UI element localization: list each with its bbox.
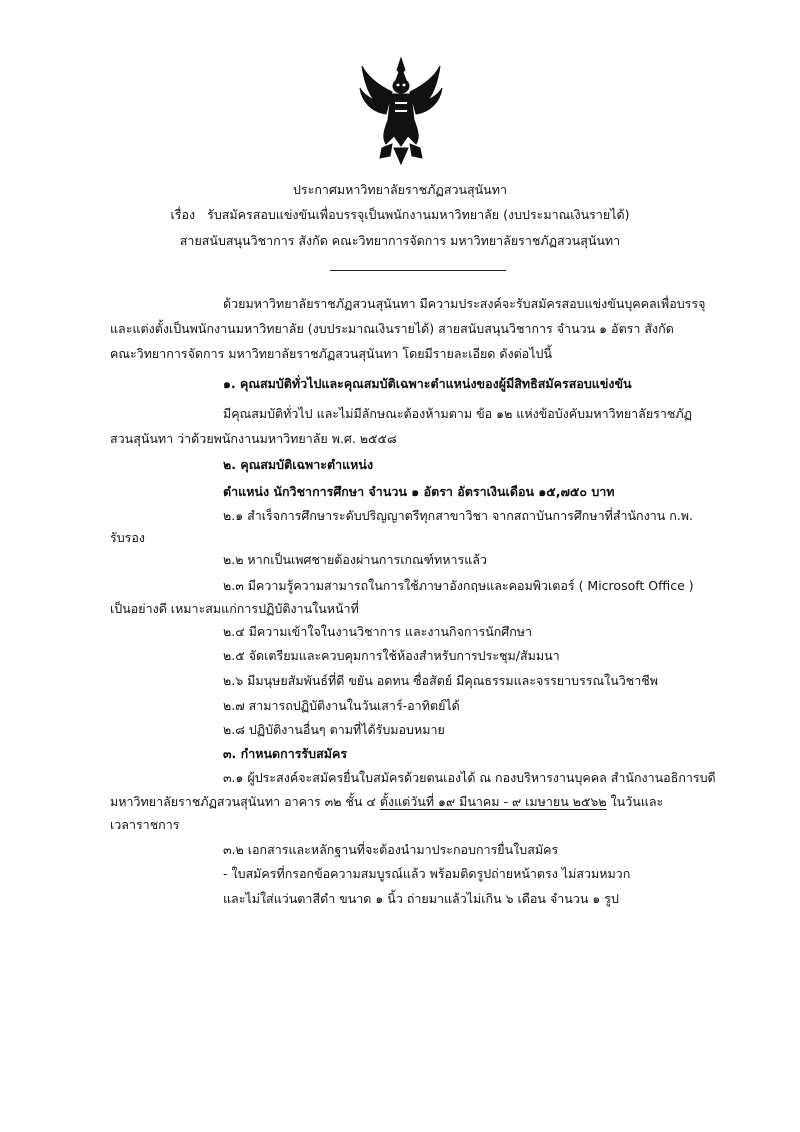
document-item-1: - ใบสมัครที่กรอกข้อความสมบูรณ์แล้ว พร้อมติดรูปถ่ายหน้าตรง ไม่สวมหมวก [223, 866, 631, 881]
garuda-emblem-icon [358, 56, 444, 166]
header-divider [330, 270, 506, 271]
item-2-4: ๒.๔ มีความเข้าใจในงานวิชาการ และงานกิจการนักศึกษา [223, 624, 533, 639]
intro-line-1: ด้วยมหาวิทยาลัยราชภัฏสวนสุนันทา มีความประสงค์จะรับสมัครสอบแข่งขันบุคคลเพื่อบรรจุ [223, 296, 706, 311]
subtitle: สายสนับสนุนวิชาการ สังกัด คณะวิทยาการจัดการ มหาวิทยาลัยราชภัฏสวนสุนันทา [179, 233, 621, 248]
section-2-heading: ๒. คุณสมบัติเฉพาะตำแหน่ง [223, 457, 374, 472]
item-2-5: ๒.๕ จัดเตรียมและควบคุมการใช้ห้องสำหรับการประชุม/สัมมนา [223, 648, 560, 663]
intro-line-3: คณะวิทยาการจัดการ มหาวิทยาลัยราชภัฏสวนสุนันทา โดยมีรายละเอียด ดังต่อไปนี้ [110, 346, 553, 361]
item-2-7: ๒.๗ สามารถปฏิบัติงานในวันเสาร์-อาทิตย์ได้ [223, 698, 460, 713]
item-2-2: ๒.๒ หากเป็นเพศชายต้องผ่านการเกณฑ์ทหารแล้ว [223, 552, 487, 567]
item-2-3: ๒.๓ มีความรู้ความสามารถในการใช้ภาษาอังกฤษและคอมพิวเตอร์ ( Microsoft Office ) [223, 578, 694, 593]
section-1-heading: ๑. คุณสมบัติทั่วไปและคุณสมบัติเฉพาะตำแหน่งของผู้มีสิทธิสมัครสอบแข่งขัน [223, 376, 632, 391]
application-dates: ตั้งแต่วันที่ ๑๙ มีนาคม - ๙ เมษายน ๒๕๖๒ [379, 794, 607, 809]
item-3-1-cont [110, 792, 663, 812]
item-3-1-end: เวลาราชการ [110, 817, 180, 832]
item-2-6: ๒.๖ มีมนุษยสัมพันธ์ที่ดี ขยัน อดทน ซื่อสัตย์ มีคุณธรรมและจรรยาบรรณในวิชาชีพ [223, 673, 659, 688]
item-3-1-location: มหาวิทยาลัยราชภัฏสวนสุนันทา อาคาร ๓๒ ชั้น ๔ [110, 794, 380, 809]
section-3-heading: ๓. กำหนดการรับสมัคร [223, 746, 348, 761]
position-line: ตำแหน่ง นักวิชาการศึกษา จำนวน ๑ อัตรา อัตราเงินเดือน ๑๕,๗๕๐ บาท [223, 484, 615, 499]
section-1-line-2: สวนสุนันทา ว่าด้วยพนักงานมหาวิทยาลัย พ.ศ. ๒๕๕๘ [110, 431, 397, 446]
item-2-1-cont: รับรอง [110, 530, 145, 545]
subject-label: เรื่อง [170, 207, 196, 222]
item-2-1: ๒.๑ สำเร็จการศึกษาระดับปริญญาตรีทุกสาขาวิชา จากสถาบันการศึกษาที่สำนักงาน ก.พ. [223, 508, 694, 523]
item-2-8: ๒.๘ ปฏิบัติงานอื่นๆ ตามที่ได้รับมอบหมาย [223, 722, 445, 737]
section-1-line-1: มีคุณสมบัติทั่วไป และไม่มีลักษณะต้องห้ามตาม ข้อ ๑๒ แห่งข้อบังคับมหาวิทยาลัยราชภัฏ [223, 406, 693, 421]
document-item-1-cont: และไม่ใส่แว่นตาสีดำ ขนาด ๑ นิ้ว ถ่ายมาแล้วไม่เกิน ๖ เดือน จำนวน ๑ รูป [223, 891, 619, 906]
subject-text: รับสมัครสอบแข่งขันเพื่อบรรจุเป็นพนักงานมหาวิทยาลัย (งบประมาณเงินรายได้) [207, 207, 630, 222]
intro-line-2: และแต่งตั้งเป็นพนักงานมหาวิทยาลัย (งบประมาณเงินรายได้) สายสนับสนุนวิชาการ จำนวน ๑ อัตรา สังกัด [110, 321, 674, 336]
item-3-1: ๓.๑ ผู้ประสงค์จะสมัครยื่นใบสมัครด้วยตนเองได้ ณ กองบริหารงานบุคคล สำนักงานอธิการบดี [223, 770, 716, 785]
item-3-1-suffix: ในวันและ [606, 794, 664, 809]
subject-line [0, 205, 800, 225]
item-3-2: ๓.๒ เอกสารและหลักฐานที่จะต้องนำมาประกอบการยื่นใบสมัคร [223, 842, 559, 857]
page-title: ประกาศมหาวิทยาลัยราชภัฏสวนสุนันทา [293, 182, 507, 197]
item-2-3-cont: เป็นอย่างดี เหมาะสมแก่การปฏิบัติงานในหน้าที่ [110, 601, 359, 616]
